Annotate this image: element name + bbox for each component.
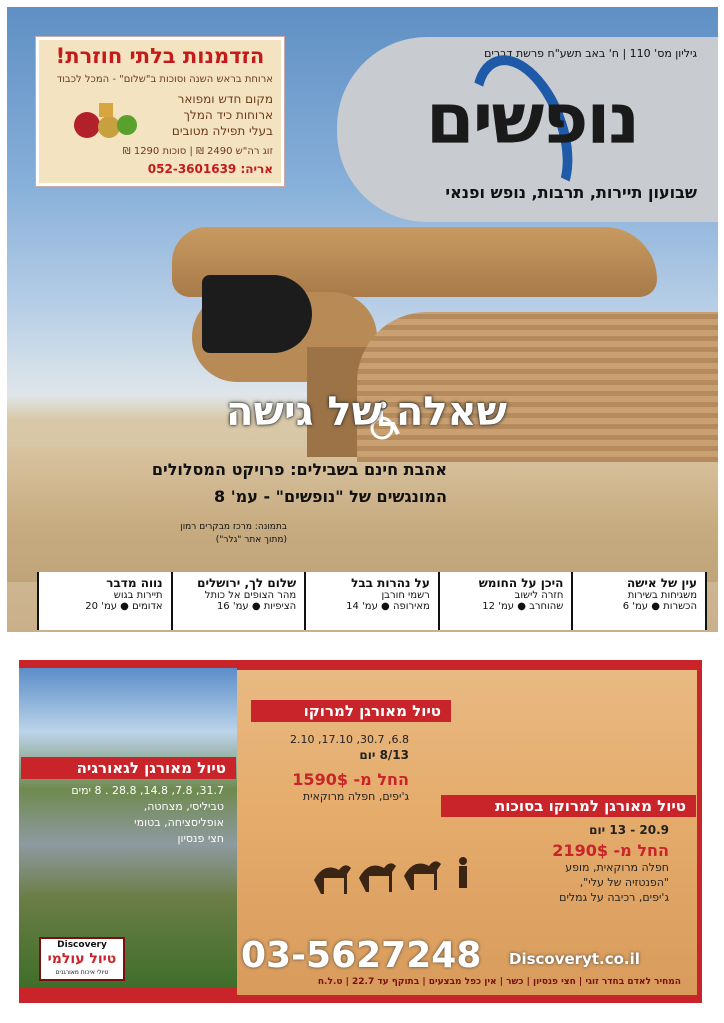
brand-name-en: Discovery xyxy=(57,940,107,950)
morocco-features: ג'יפים, חפלה מרוקאית xyxy=(302,790,409,803)
teaser-title: עין של אישה xyxy=(627,576,697,590)
photo-credit: בתמונה: מרכז מבקרים רמון xyxy=(180,522,287,532)
fruit-icon xyxy=(69,95,139,145)
sukkot-dates: 20.9 - 13 יום xyxy=(589,823,669,837)
teaser-title: שלום לך, ירושלים xyxy=(197,576,297,590)
georgia-detail: חצי פנסיון xyxy=(177,832,224,845)
promo-phone: אריה: 052-3601639 xyxy=(147,162,273,176)
sukkot-detail: "הפנטזיה של עלי", xyxy=(579,876,669,889)
camel-caravan-icon xyxy=(309,840,479,900)
teaser-item[interactable] xyxy=(571,572,707,630)
teaser-strip xyxy=(37,572,707,630)
promo-line: זוג רה"ש 2490 ₪ | סוכות 1290 ₪ xyxy=(122,146,273,157)
sukkot-detail: חפלה מרוקאית, מופע xyxy=(565,861,669,874)
cover-headline: שאלה של גישה xyxy=(226,389,507,435)
teaser-item[interactable] xyxy=(304,572,438,630)
teaser-text: הכשרות ● עמ' 6 xyxy=(622,601,697,612)
sukkot-detail: ג'יפים, רכיבה על גמלים xyxy=(559,891,669,904)
ad-phone-number[interactable]: 03-5627248 xyxy=(241,935,482,976)
discovery-logo[interactable] xyxy=(39,937,125,981)
teaser-text: מאירופה ● עמ' 14 xyxy=(346,601,430,612)
photo-credit: (מתוך אתר "גלר") xyxy=(215,535,287,545)
promo-line: ארוחת בראש השנה וסוכות ב"שלום" - המכל לכבוד xyxy=(56,74,273,85)
morocco-days: 8/13 יום xyxy=(359,748,409,762)
teaser-title: על נהרות בבל xyxy=(351,576,430,590)
teaser-text: אדומים ● עמ' 20 xyxy=(85,601,163,612)
magazine-tagline: שבועון תיירות, תרבות, נופש ופנאי xyxy=(445,183,697,202)
morocco-price: החל מ- 1590$ xyxy=(292,770,409,789)
teaser-item[interactable] xyxy=(438,572,572,630)
georgia-tour-title: טיול מאורגן לגאורגיה xyxy=(21,757,236,779)
promo-box[interactable] xyxy=(36,37,284,186)
cover-subhead: אהבת חינם בשבילים: פרויקט המסלולים xyxy=(151,460,447,479)
georgia-dates: 31.7, 7.8, 14.8, 28.8 . 8 ימים xyxy=(71,784,224,797)
georgia-detail: אופליסציחה, בטומי xyxy=(134,816,224,829)
teaser-text: משגיחות בשירות xyxy=(627,590,697,601)
promo-line: בעלי תפילה מטובים xyxy=(171,124,273,138)
magazine-cover xyxy=(7,7,718,632)
promo-line: מקום חדש ומפואר xyxy=(177,92,273,106)
ad-fine-print: המחיר לאדם בחדר זוגי | חצי פנסיון | כשר | אין כפל מבצעים | בתוקף עד 22.7 | ט.ל.ח xyxy=(317,977,681,987)
cover-subhead: המונגשים של "נופשים" - עמ' 8 xyxy=(214,487,447,506)
building-window xyxy=(202,275,312,353)
promo-line: ארוחות כיד המלך xyxy=(183,108,273,122)
issue-line: גיליון מס' 110 | ח' באב תשע"ח פרשת דברים xyxy=(484,47,697,60)
brand-slogan: טיולי איכות מאורגנים xyxy=(55,969,109,976)
magazine-logo: נופשים xyxy=(425,78,639,160)
teaser-text: שהוחרב ● עמ' 12 xyxy=(482,601,564,612)
teaser-title: היכן על החומש xyxy=(478,576,564,590)
promo-headline: הזדמנות בלתי חוזרת! xyxy=(55,44,265,68)
teaser-item[interactable] xyxy=(171,572,305,630)
ad-website-link[interactable]: Discoveryt.co.il xyxy=(509,950,640,968)
brand-name-he: טיול עולמי xyxy=(47,951,117,967)
teaser-text: תיירות בגוש xyxy=(113,590,163,601)
teaser-text: רשמי חורבן xyxy=(381,590,430,601)
morocco-dates: 6.8, 30.7, 17.10, 2.10 xyxy=(290,733,409,746)
teaser-title: נווה מדבר xyxy=(106,576,163,590)
travel-advertisement[interactable] xyxy=(19,660,702,1003)
teaser-item[interactable] xyxy=(37,572,171,630)
georgia-detail: טביליסי, מצחטה, xyxy=(143,800,224,813)
sukkot-price: החל מ- 2190$ xyxy=(552,841,669,860)
teaser-text: הציפיות ● עמ' 16 xyxy=(216,601,297,612)
teaser-text: מהר הצופים אל כותל xyxy=(204,590,297,601)
morocco-tour-title: טיול מאורגן למרוקו xyxy=(251,700,451,722)
sukkot-tour-title: טיול מאורגן למרוקו בסוכות xyxy=(441,795,696,817)
teaser-text: חזרה לישוב xyxy=(514,590,564,601)
